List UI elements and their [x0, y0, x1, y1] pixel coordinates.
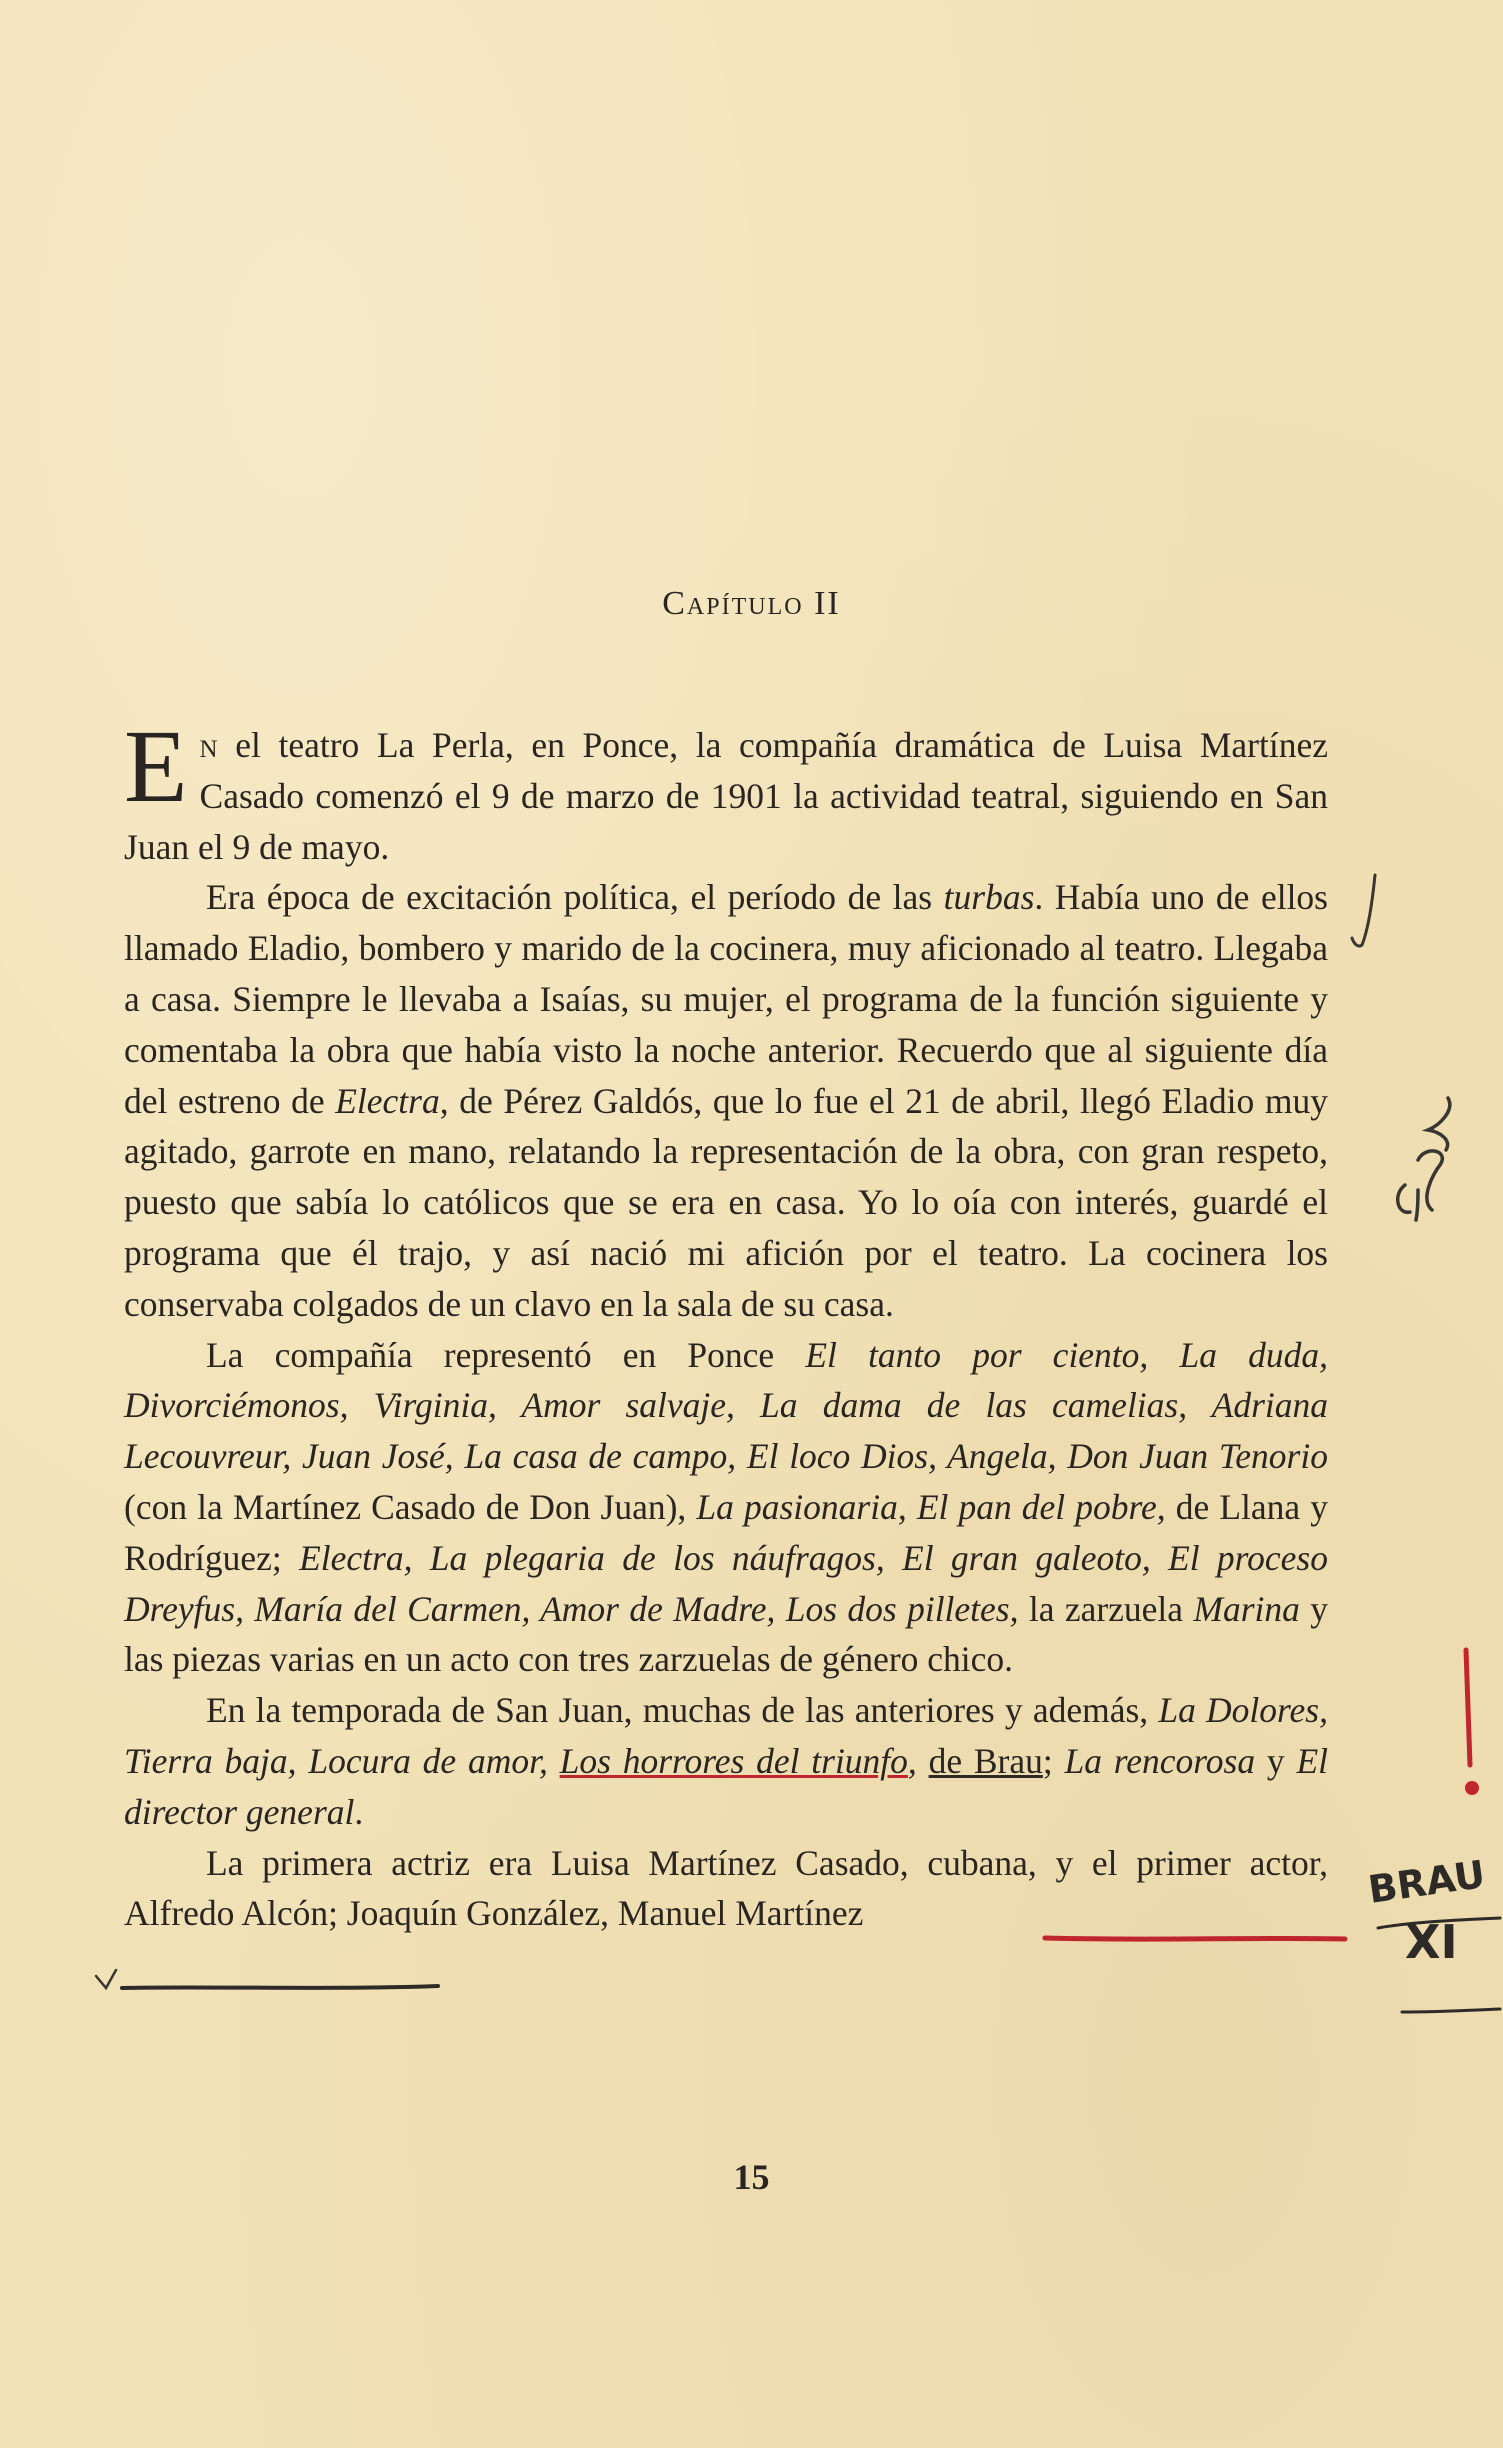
lead-letters: n	[199, 725, 218, 765]
italic-title-text: La Dolores, Tierra baja, Locura de amor,	[124, 1690, 1328, 1781]
chapter-heading: Capítulo II	[662, 585, 841, 622]
red-exclamation-dot	[1465, 1781, 1479, 1795]
paragraph-text: ;	[1042, 1740, 1065, 1781]
page-number: 15	[733, 2157, 770, 2197]
italic-title-text: Marina	[1193, 1588, 1300, 1629]
paragraph-text: de Llana y Rodríguez;	[124, 1486, 1329, 1578]
paragraph-text: de Brau	[928, 1740, 1043, 1781]
paragraph-text: La primera actriz era Luisa Martínez Casado, cubana, y el primer actor, Alfredo Alcón; Joaquín González, Manuel Martínez	[124, 1842, 1328, 1934]
paragraph-1	[124, 709, 1328, 872]
paragraph-text: (con la Martínez Casado de Don Juan),	[124, 1486, 697, 1527]
paragraph-3	[124, 1330, 1328, 1686]
paragraph-text: .	[354, 1791, 364, 1832]
italic-title-text: La pasionaria, El pan del pobre,	[696, 1486, 1166, 1527]
drop-cap: E	[124, 709, 188, 824]
italic-title-text: El director general	[124, 1740, 1328, 1832]
paragraph-text: la zarzuela	[1018, 1588, 1194, 1629]
italic-title-text: Electra, La plegaria de los náufragos, El gran galeoto, El proceso Dreyfus, María del Carmen, Amor de Madre, Los dos pilletes,	[124, 1537, 1328, 1629]
pencil-check-left	[96, 1970, 116, 1988]
italic-title-text: turbas	[943, 877, 1035, 918]
paragraph-text: , de Pérez Galdós, que lo fue el 21 de abril, llegó Eladio muy agitado, garrote en mano, relatando la representación de la obra, con gran respeto, puesto que sabía lo católicos que se era en casa. Yo lo oía con interés, guardé el programa que él trajo, y así nació mi afición por el teatro. La cocinera los conservaba colgados de un clavo en la sala de su casa.	[124, 1080, 1328, 1324]
paragraph-2	[124, 872, 1328, 1329]
paragraph-5	[124, 1838, 1328, 1940]
italic-title-text: Los horrores del triunfo	[559, 1740, 908, 1781]
paragraph-text: . Había uno de ellos llamado Eladio, bombero y marido de la cocinera, muy aficionado al teatro. Llegaba a casa. Siempre le llevaba a Isaías, su mujer, el programa de la función siguiente y comentaba la obra que había visto la noche anterior. Recuerdo que al siguiente día del estreno de	[124, 877, 1329, 1121]
pencil-scribble-mark	[1398, 1098, 1450, 1220]
italic-title-text: Electra	[335, 1080, 440, 1121]
body-text	[124, 709, 1329, 1939]
paragraph-text: el teatro La Perla, en Ponce, la compañía dramática de Luisa Martínez Casado comenzó el 9 de marzo de 1901 la actividad teatral, siguiendo en San Juan el 9 de mayo.	[124, 725, 1328, 867]
paragraph-text: La compañía representó en Ponce	[206, 1334, 806, 1375]
handwritten-note-chapter-ref: XI	[1405, 1915, 1458, 1969]
italic-title-text: El tanto por ciento, La duda, Divorciémonos, Virginia, Amor salvaje, La dama de las camelias, Adriana Lecouvreur, Juan José, La casa de campo, El loco Dios, Angela, Don Juan Tenorio	[124, 1334, 1328, 1477]
pencil-check-mark	[1352, 875, 1375, 946]
paragraph-text: y las piezas varias en un acto con tres zarzuelas de género chico.	[124, 1588, 1329, 1680]
pencil-underline	[122, 1986, 438, 1988]
paragraph-4	[124, 1685, 1328, 1837]
italic-title-text: La rencorosa	[1064, 1740, 1256, 1781]
handwritten-note-brau: BRAU	[1365, 1852, 1488, 1912]
paragraph-text: Era época de excitación política, el período de las	[206, 877, 944, 918]
red-exclamation-line	[1466, 1650, 1470, 1765]
paragraph-text: y	[1255, 1740, 1297, 1781]
paragraph-text: En la temporada de San Juan, muchas de las anteriores y además,	[206, 1690, 1159, 1731]
italic-title-text: ,	[907, 1740, 929, 1781]
note-line-bottom	[1402, 2009, 1500, 2012]
